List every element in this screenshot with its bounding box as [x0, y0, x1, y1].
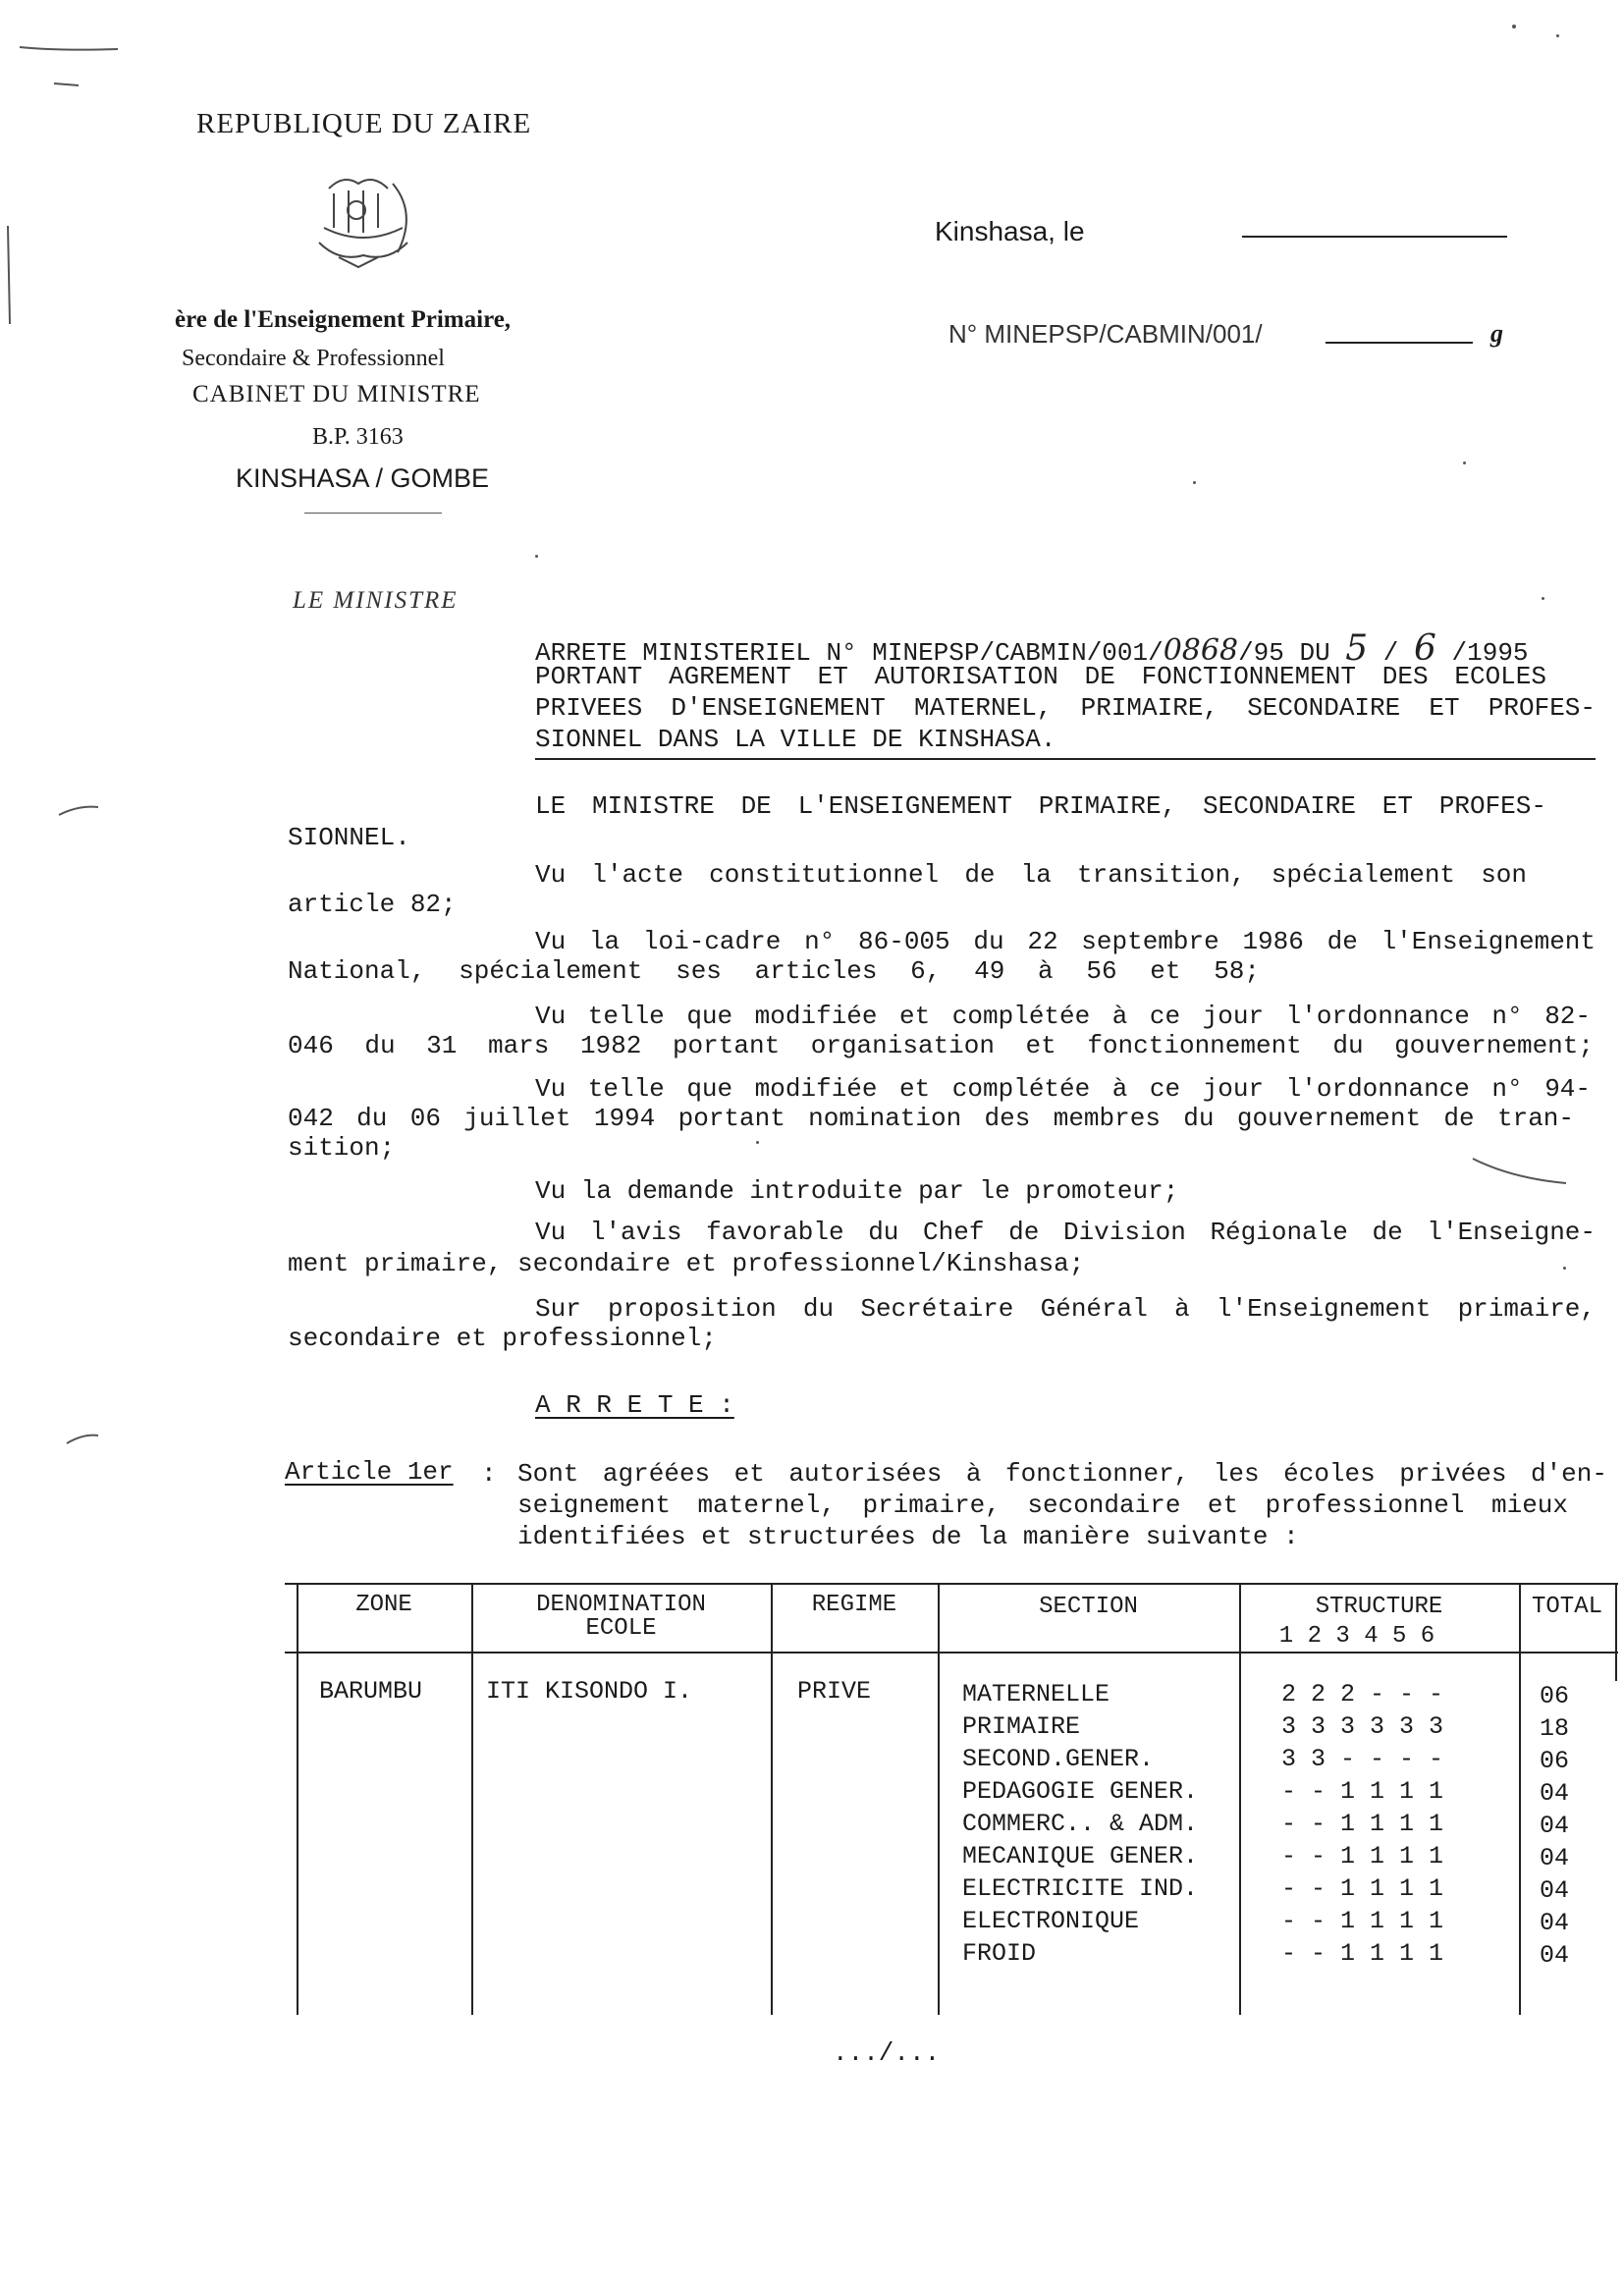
title-underline	[535, 758, 1596, 760]
preamble-line: article 82;	[288, 890, 457, 919]
cell-structure: 3 3 3 3 3 3	[1281, 1712, 1444, 1741]
header-structure-digits: 1 2 3 4 5 6	[1278, 1623, 1435, 1650]
header-zone: ZONE	[355, 1592, 412, 1618]
cell-section: ELECTRONIQUE	[962, 1907, 1140, 1935]
scan-speck	[1512, 25, 1516, 28]
table-col-border	[1519, 1583, 1521, 2015]
schools-table	[285, 1583, 1618, 2015]
scan-speck	[1193, 481, 1196, 484]
cell-structure: - - 1 1 1 1	[1281, 1874, 1444, 1903]
scan-speck	[1556, 34, 1559, 37]
header-structure: STRUCTURE	[1315, 1594, 1443, 1620]
cell-total: 06	[1540, 1747, 1570, 1775]
cell-section: MECANIQUE GENER.	[962, 1842, 1199, 1870]
scan-speck	[1563, 1267, 1566, 1270]
place-date: Kinshasa, le	[935, 216, 1085, 246]
decree-year-date-prefix: /95 DU	[1238, 638, 1346, 668]
cell-structure: - - 1 1 1 1	[1281, 1907, 1444, 1935]
preamble-line: SIONNEL.	[288, 823, 410, 852]
preamble-line: Vu la loi-cadre n° 86-005 du 22 septembre 1986 de l'Enseignement	[535, 927, 1596, 956]
preamble-line: ment primaire, secondaire et professionnel/Kinshasa;	[288, 1249, 1085, 1278]
preamble-line: secondaire et professionnel;	[288, 1324, 717, 1353]
preamble-line: LE MINISTRE DE L'ENSEIGNEMENT PRIMAIRE, SECONDAIRE ET PROFES-	[535, 791, 1546, 821]
preamble-line: 042 du 06 juillet 1994 portant nomination des membres du gouvernement de tran-	[288, 1104, 1574, 1133]
cell-total: 18	[1540, 1714, 1570, 1743]
arrete-heading	[535, 1390, 734, 1420]
table-col-border	[938, 1583, 940, 2015]
preamble-line: 046 du 31 mars 1982 portant organisation et fonctionnement du gouvernement;	[288, 1031, 1594, 1060]
preamble-line: Vu telle que modifiée et complétée à ce jour l'ordonnance n° 82-	[535, 1002, 1591, 1031]
header-regime: REGIME	[811, 1592, 897, 1618]
article1-line1: Sont agréées et autorisées à fonctionner, les écoles privées d'en-	[517, 1459, 1607, 1489]
decree-title-line4: SIONNEL DANS LA VILLE DE KINSHASA.	[535, 725, 1056, 754]
preamble-line: National, spécialement ses articles 6, 49 à 56 et 58;	[288, 956, 1260, 986]
decree-title-line3: PRIVEES D'ENSEIGNEMENT MATERNEL, PRIMAIRE, SECONDAIRE ET PROFES-	[535, 693, 1596, 723]
cell-total: 04	[1540, 1909, 1570, 1937]
table-col-border	[297, 1583, 298, 2015]
table-col-border	[1615, 1583, 1617, 1681]
ministry-name: ère de l'Enseignement Primaire,	[175, 306, 512, 333]
cell-total: 06	[1540, 1682, 1570, 1710]
cell-structure: - - 1 1 1 1	[1281, 1842, 1444, 1870]
cell-total: 04	[1540, 1812, 1570, 1840]
reference-number: N° MINEPSP/CABMIN/001/	[948, 319, 1263, 349]
cell-section: PRIMAIRE	[962, 1712, 1081, 1741]
city-underline	[304, 513, 442, 514]
preamble-line: Vu telle que modifiée et complétée à ce jour l'ordonnance n° 94-	[535, 1074, 1591, 1104]
cabinet-name: CABINET DU MINISTRE	[192, 381, 481, 407]
decree-number-prefix: ARRETE MINISTERIEL N° MINEPSP/CABMIN/001/	[535, 638, 1164, 668]
cell-total: 04	[1540, 1876, 1570, 1905]
handwritten-month: 6	[1414, 628, 1436, 669]
article1-colon: :	[481, 1459, 497, 1489]
article1-label	[285, 1457, 454, 1487]
ministry-subtitle: Secondaire & Professionnel	[182, 346, 445, 371]
preamble-line: Sur proposition du Secrétaire Général à l'Enseignement primaire,	[535, 1294, 1596, 1324]
cell-zone: BARUMBU	[319, 1677, 423, 1706]
continuation-mark: .../...	[833, 2038, 941, 2068]
cell-structure: 2 2 2 - - -	[1281, 1680, 1444, 1708]
cell-section: MATERNELLE	[962, 1680, 1110, 1708]
cell-structure: 3 3 - - - -	[1281, 1745, 1444, 1773]
preamble-line: Vu l'avis favorable du Chef de Division Régionale de l'Enseigne-	[535, 1218, 1596, 1247]
national-emblem	[299, 169, 427, 277]
header-denomination: DENOMINATION	[536, 1592, 706, 1618]
table-header-rule	[285, 1652, 1618, 1654]
cell-total: 04	[1540, 1941, 1570, 1970]
article1-line2: seignement maternel, primaire, secondaire et professionnel mieux	[517, 1491, 1568, 1520]
cell-section: COMMERC.. & ADM.	[962, 1810, 1199, 1838]
cell-structure: - - 1 1 1 1	[1281, 1939, 1444, 1968]
table-top-rule	[285, 1583, 1618, 1585]
date-separator: /	[1368, 638, 1415, 668]
header-ecole: ECOLE	[585, 1615, 657, 1642]
decree-title-line2: PORTANT AGREMENT ET AUTORISATION DE FONCTIONNEMENT DES ECOLES	[535, 662, 1546, 691]
preamble-line: Vu l'acte constitutionnel de la transition, spécialement son	[535, 860, 1527, 890]
header-total: TOTAL	[1531, 1594, 1602, 1620]
cell-section: PEDAGOGIE GENER.	[962, 1777, 1199, 1806]
cell-section: FROID	[962, 1939, 1037, 1968]
preamble-line: sition;	[288, 1133, 396, 1163]
reference-suffix: g	[1490, 319, 1503, 348]
decree-year: /1995	[1435, 638, 1529, 668]
cell-section: ELECTRICITE IND.	[962, 1874, 1199, 1903]
article1-label-text: Article 1er	[285, 1457, 454, 1487]
table-col-border	[771, 1583, 773, 2015]
reference-blank-line	[1326, 342, 1473, 344]
postal-box: B.P. 3163	[312, 424, 404, 450]
article1-line3: identifiées et structurées de la manière suivante :	[517, 1522, 1299, 1551]
date-blank-line	[1242, 236, 1507, 238]
signatory-label: LE MINISTRE	[293, 587, 459, 614]
cell-structure: - - 1 1 1 1	[1281, 1777, 1444, 1806]
header-section: SECTION	[1039, 1594, 1138, 1620]
country-name: REPUBLIQUE DU ZAIRE	[196, 108, 532, 139]
scan-speck	[1463, 461, 1466, 464]
cell-total: 04	[1540, 1844, 1570, 1872]
cell-regime: PRIVE	[797, 1677, 872, 1706]
scan-speck	[535, 555, 538, 558]
handwritten-day: 5	[1345, 628, 1369, 669]
scan-speck	[1542, 597, 1544, 600]
arrete-heading-text: A R R E T E :	[535, 1390, 734, 1420]
preamble-line: Vu la demande introduite par le promoteur;	[535, 1176, 1179, 1206]
cell-total: 04	[1540, 1779, 1570, 1808]
cell-ecole: ITI KISONDO I.	[486, 1677, 693, 1706]
cell-section: SECOND.GENER.	[962, 1745, 1155, 1773]
table-col-border	[471, 1583, 473, 2015]
scan-speck	[756, 1141, 759, 1144]
cell-structure: - - 1 1 1 1	[1281, 1810, 1444, 1838]
handwritten-decree-number: 0868	[1163, 633, 1239, 668]
city-name: KINSHASA / GOMBE	[236, 463, 490, 493]
